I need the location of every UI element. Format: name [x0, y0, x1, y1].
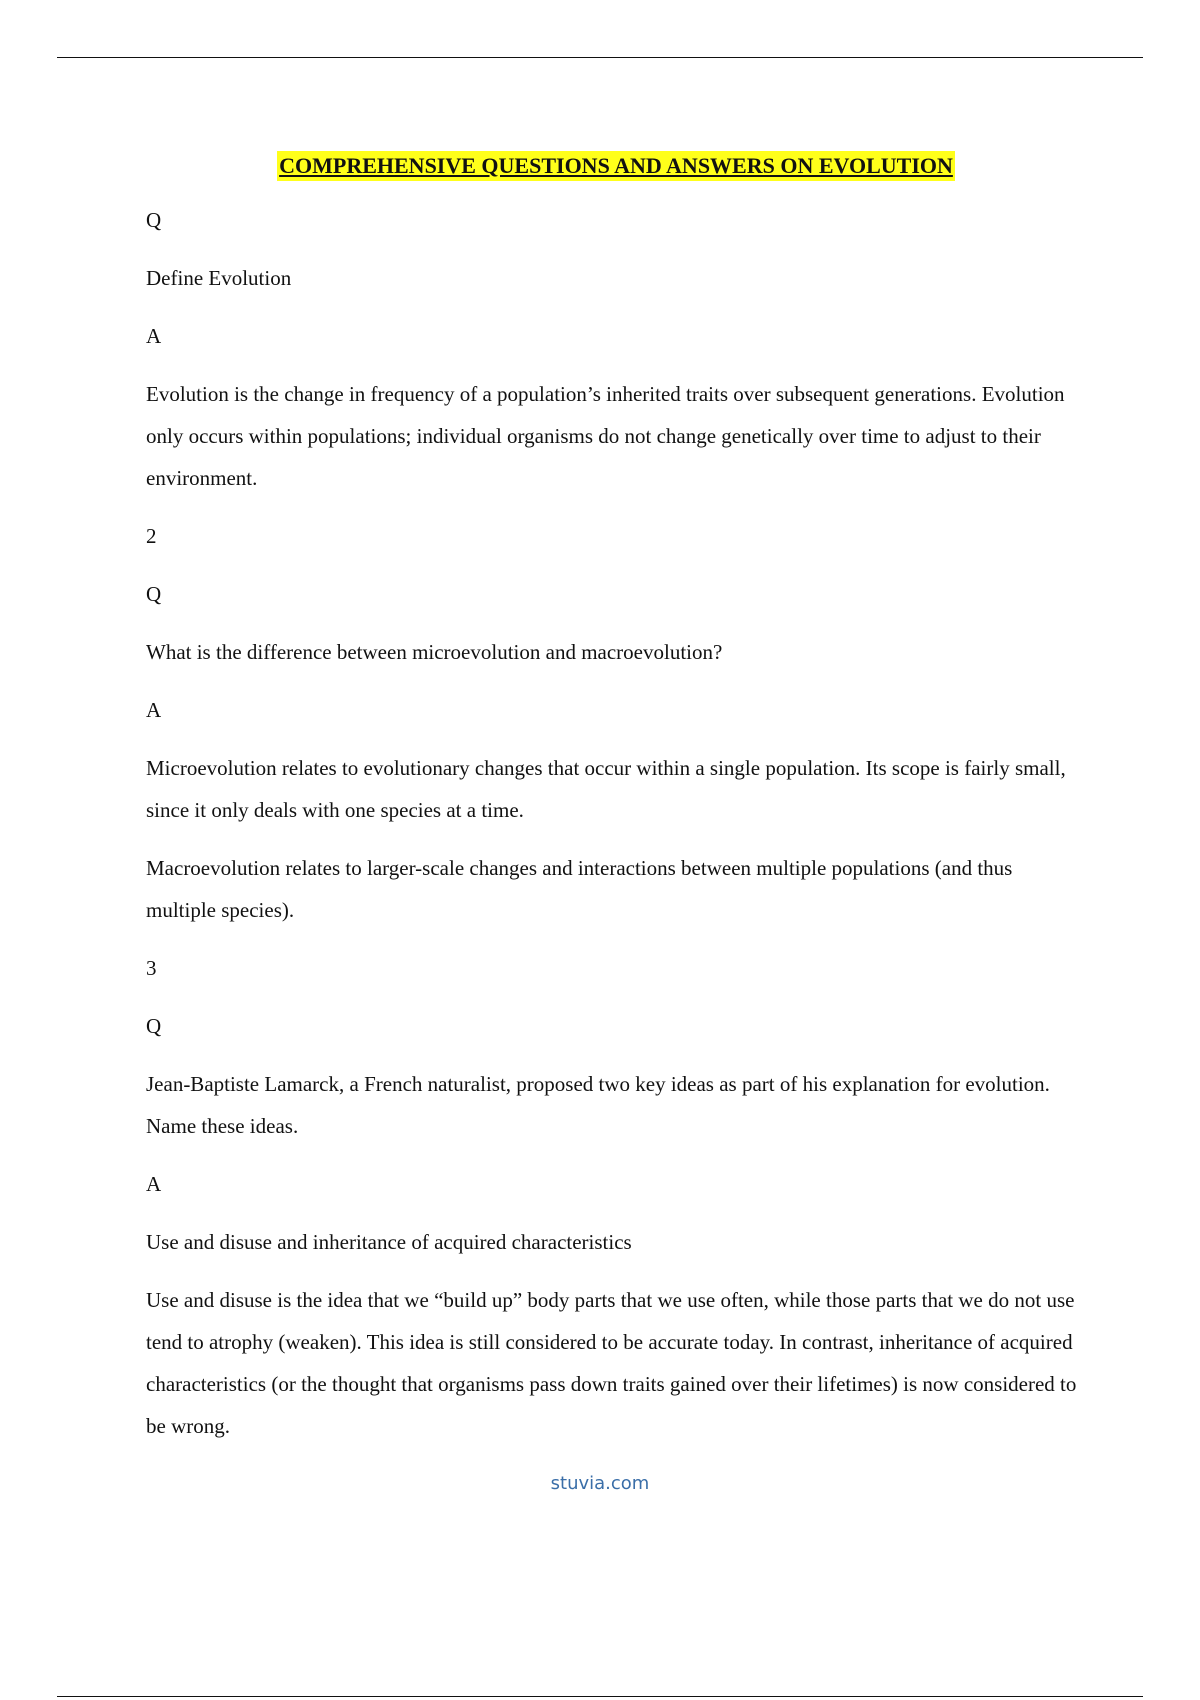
answer-text: Microevolution relates to evolutionary changes that occur within a single population. Its scope is fairly small, since it only deals with one species at a time. [146, 756, 1066, 822]
document-title: COMPREHENSIVE QUESTIONS AND ANSWERS ON EVOLUTION [277, 151, 955, 181]
title-wrap [146, 145, 1086, 187]
answer-label: A [146, 698, 162, 722]
question-text: Jean-Baptiste Lamarck, a French naturalist, proposed two key ideas as part of his explanation for evolution. Name these ideas. [146, 1072, 1050, 1138]
answer-label: A [146, 1172, 162, 1196]
answer-label: A [146, 324, 162, 348]
question-text: Define Evolution [146, 266, 292, 290]
question-label: Q [146, 208, 162, 232]
answer-text: Evolution is the change in frequency of a population’s inherited traits over subsequent generations. Evolution only occurs within populations; individual organisms do not change genetically over time to adjust to their environment. [146, 382, 1065, 490]
question-label: Q [146, 582, 162, 606]
question-label: Q [146, 1014, 162, 1038]
bottom-rule [57, 1696, 1143, 1697]
question-text: What is the difference between microevolution and macroevolution? [146, 640, 723, 664]
footer-watermark: stuvia.com [550, 1473, 650, 1494]
top-rule [57, 57, 1143, 58]
answer-text: Macroevolution relates to larger-scale changes and interactions between multiple populations (and thus multiple species). [146, 856, 1013, 922]
answer-text: Use and disuse is the idea that we “build up” body parts that we use often, while those parts that we do not use tend to atrophy (weaken). This idea is still considered to be accurate today. In contrast, inheritance of acquired characteristics (or the thought that organisms pass down traits gained over their lifetimes) is now considered to be wrong. [146, 1288, 1077, 1438]
answer-text: Use and disuse and inheritance of acquired characteristics [146, 1230, 632, 1254]
question-number: 3 [146, 956, 157, 980]
document-body [146, 145, 1086, 1463]
question-number: 2 [146, 524, 157, 548]
